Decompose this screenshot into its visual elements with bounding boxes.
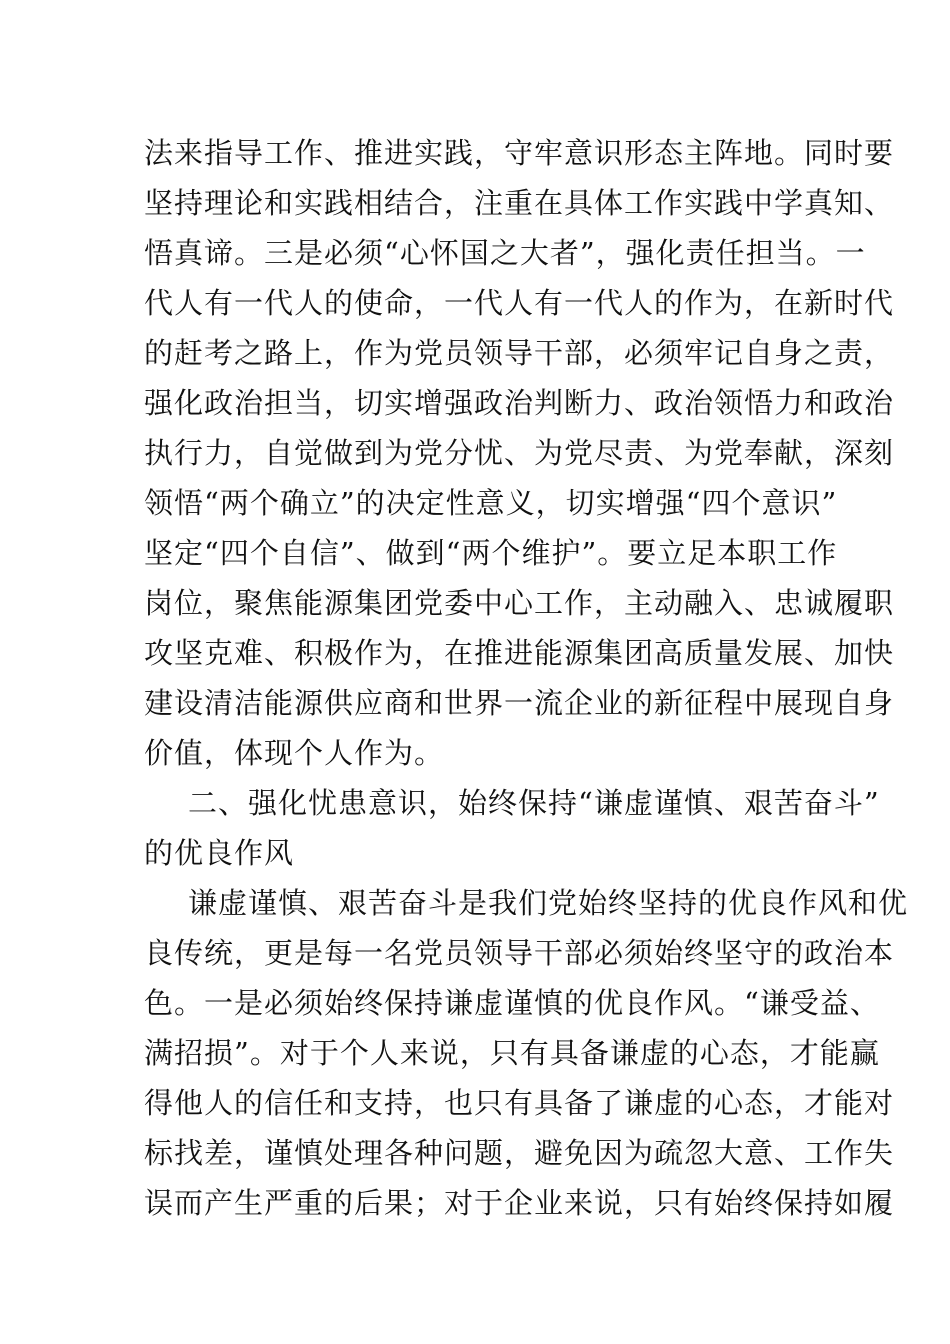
section-heading: 二、强化忧患意识，始终保持“谦虚谨慎、艰苦奋斗” <box>188 786 880 820</box>
text-line: 岗位，聚焦能源集团党委中心工作，主动融入、忠诚履职 <box>144 586 895 620</box>
text-line: 色。一是必须始终保持谦虚谨慎的优良作风。“谦受益、 <box>144 986 880 1020</box>
text-line: 建设清洁能源供应商和世界一流企业的新征程中展现自身 <box>144 686 895 720</box>
body-text <box>144 128 909 1228</box>
text-line: 满招损”。对于个人来说，只有具备谦虚的心态，才能赢 <box>144 1036 880 1070</box>
section-heading-continued: 的优良作风 <box>144 836 295 870</box>
text-line: 攻坚克难、积极作为，在推进能源集团高质量发展、加快 <box>144 636 895 670</box>
text-line: 价值，体现个人作为。 <box>144 736 445 770</box>
text-line: 代人有一代人的使命，一代人有一代人的作为，在新时代 <box>144 286 895 320</box>
text-line: 坚定“四个自信”、做到“两个维护”。要立足本职工作 <box>144 536 838 570</box>
text-line: 误而产生严重的后果；对于企业来说，只有始终保持如履 <box>144 1186 895 1220</box>
text-line: 强化政治担当，切实增强政治判断力、政治领悟力和政治 <box>144 386 895 420</box>
text-line: 坚持理论和实践相结合，注重在具体工作实践中学真知、 <box>144 186 895 220</box>
text-line: 悟真谛。三是必须“心怀国之大者”，强化责任担当。一 <box>144 236 866 270</box>
text-line: 得他人的信任和支持，也只有具备了谦虚的心态，才能对 <box>144 1086 895 1120</box>
text-line: 标找差，谨慎处理各种问题，避免因为疏忽大意、工作失 <box>144 1136 895 1170</box>
text-line: 的赶考之路上，作为党员领导干部，必须牢记自身之责， <box>144 336 895 370</box>
text-line: 良传统，更是每一名党员领导干部必须始终坚守的政治本 <box>144 936 895 970</box>
text-line: 领悟“两个确立”的决定性意义，切实增强“四个意识” <box>144 486 838 520</box>
text-line: 法来指导工作、推进实践，守牢意识形态主阵地。同时要 <box>144 136 895 170</box>
text-line: 执行力，自觉做到为党分忧、为党尽责、为党奉献，深刻 <box>144 436 895 470</box>
paragraph-start: 谦虚谨慎、艰苦奋斗是我们党始终坚持的优良作风和优 <box>188 886 909 920</box>
